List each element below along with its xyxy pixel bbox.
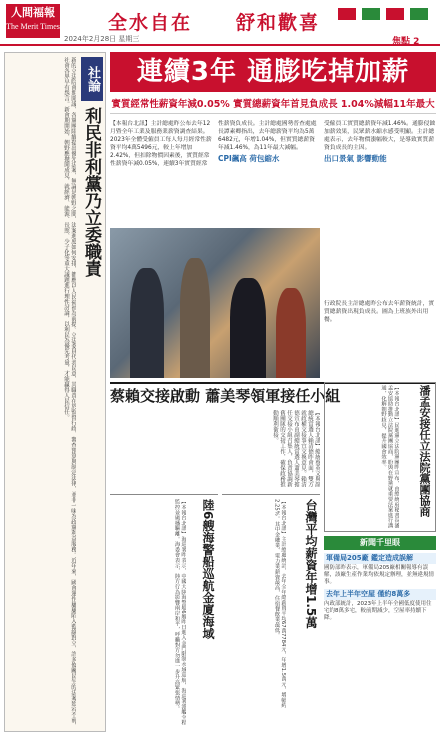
lead-story-header bbox=[110, 52, 436, 116]
brief-title[interactable]: 軍備局205廠 鑑定造成誤解 bbox=[324, 553, 436, 564]
lead-story-text: 【本報台北訊】主計總處昨公布去年12月暨全年工業及服務業薪資調查結果。2023年全體受僱員工每人每月經常性薪資平均4萬5496元，較上年增加2.42%，但扣除物價因素後，實質經常性薪資年減0.05%，連續3年實質經常性薪資負成長。主計總處國勢普查處處長譚素卿指出，去年總薪資平均為5萬6482元，年增1.04%，但實質總薪資年減1.46%，為11年最大減幅。 bbox=[110, 121, 317, 167]
editorial-column bbox=[4, 52, 106, 732]
pan-title[interactable]: 潘孟安接任立法院黨團協商 bbox=[418, 385, 431, 517]
pan-story bbox=[324, 382, 436, 532]
photo-person bbox=[230, 278, 266, 378]
flag-icon bbox=[410, 8, 428, 20]
story-side-subhead: 出口景氣 影響動能 bbox=[324, 154, 387, 163]
wage-story bbox=[222, 494, 320, 732]
wage-title[interactable]: 台灣平均薪資年增1.5萬 bbox=[304, 499, 318, 629]
editorial-body: 新的立法院會期開議，各黨團陸續提出優先法案，無論是朝野之間、法案進度如何安排，都應以人民福祉為前提。立法委員代表民意，其職責在於監督行政、審查預算與制定法律，並非一味為政黨利益服務。近年來，國會運作屢屢陷入藍綠對立，許多攸關民生的法案延宕不前，社會各界早有怨言。新會期開始，朝野應拋開成見，就經濟、能源、長照、少子化等重大議題進行理性討論，以利民為優先考量，才能贏得人民信任。 bbox=[63, 57, 76, 728]
brief-body: 國防部昨表示，軍備局205廠相關報導有誤解，該廠生產作業均依規定辦理，並無違規情事。 bbox=[324, 565, 435, 585]
lead-headline[interactable]: 連續3年 通膨吃掉加薪 bbox=[110, 52, 436, 92]
flag-icon bbox=[338, 8, 356, 20]
masthead bbox=[0, 0, 440, 46]
issue-date: 2024年2月28日 星期三 bbox=[64, 35, 140, 43]
photo-person bbox=[180, 258, 210, 378]
cai-headline[interactable]: 蔡賴交接啟動 蕭美琴領軍接任小組 bbox=[110, 382, 436, 406]
brief-body: 內政部統計，2023年上半年全國低度使用住宅約8萬多宅，較前期減少，空屋率持續下降。 bbox=[324, 601, 432, 621]
editorial-title[interactable]: 利民非利黨乃立委職責 bbox=[81, 107, 101, 277]
calligraphy-right: 舒和歡喜 bbox=[236, 12, 321, 34]
news-photo[interactable] bbox=[110, 228, 320, 378]
newspaper-logo[interactable] bbox=[6, 4, 60, 38]
lu-title[interactable]: 陸6艘海警船巡航金廈海域 bbox=[201, 499, 215, 640]
editorial-tag: 社論 bbox=[81, 57, 103, 101]
lead-subheadline: 實質經常性薪資年減0.05% 實質總薪資年首見負成長 1.04%減幅11年最大 bbox=[110, 96, 436, 114]
photo-caption: 行政院長主計總處昨公布去年薪資統計，實質總薪資出現負成長。圖為上班族外出用餐。 bbox=[324, 301, 435, 323]
flag-icon bbox=[362, 8, 380, 20]
story-subhead: CPI飆高 荷包縮水 bbox=[218, 154, 280, 163]
photo-person bbox=[276, 288, 306, 378]
story-side-text: 受僱員工實質總薪資年減1.46%。通膨侵蝕加薪效果，民眾薪水縮水感受明顯。主計總處表示，去年物價漲幅較大，是導致實質薪資負成長的主因。 bbox=[324, 121, 436, 151]
briefs-header: 新聞千里眼 bbox=[324, 536, 436, 550]
flag-icon bbox=[386, 8, 404, 20]
photo-person bbox=[130, 268, 164, 378]
pan-body: 【本報台北訊】民進黨立法院黨團昨宣布，由總統府秘書長潘孟安協助推動立法院黨團協商，盼與在野黨就重要法案進行溝通，化解朝野歧見，提升國會效率。 bbox=[380, 385, 399, 529]
cai-body: 【本報台北訊】總統蔡英文與副總統當選人賴清德昨會面，雙方就政權交接事宜交換意見。賴清德宣布由副總統當選人蕭美琴擔任交接小組召集人，負責協調新舊團隊的交接工作，確保政務推動順利銜接。 bbox=[272, 410, 320, 487]
lu-body: 【本報台北訊】海巡署昨表示，中國大陸海警船6艘昨日進入金門限制水域巡航，海巡署派艦全程監控並廣播驅離。海委會表示，陸方行為影響兩岸和平，呼籲對方勿進一步升高緊張情勢。 bbox=[173, 499, 186, 725]
lead-story-side bbox=[324, 120, 436, 296]
wage-body: 【本報台北訊】主計總處統計，去年全年總薪資平均67萬7784元，年增1.5萬元，增幅約2.25%。其中金融業、電力業薪資最高，住宿餐飲業最低。 bbox=[273, 499, 286, 708]
lu-story bbox=[110, 494, 218, 732]
brief-title[interactable]: 去年上半年空屋 僅約8萬多 bbox=[324, 589, 436, 600]
logo-english: The Merit Times bbox=[6, 22, 60, 31]
flag-decoration bbox=[338, 4, 434, 32]
news-briefs bbox=[324, 536, 436, 732]
calligraphy-left: 全水自在 bbox=[108, 12, 193, 34]
logo-chinese: 人間福報 bbox=[11, 6, 55, 19]
lead-story-body bbox=[110, 120, 320, 220]
page-section-tag: 焦點 2 bbox=[392, 37, 420, 47]
